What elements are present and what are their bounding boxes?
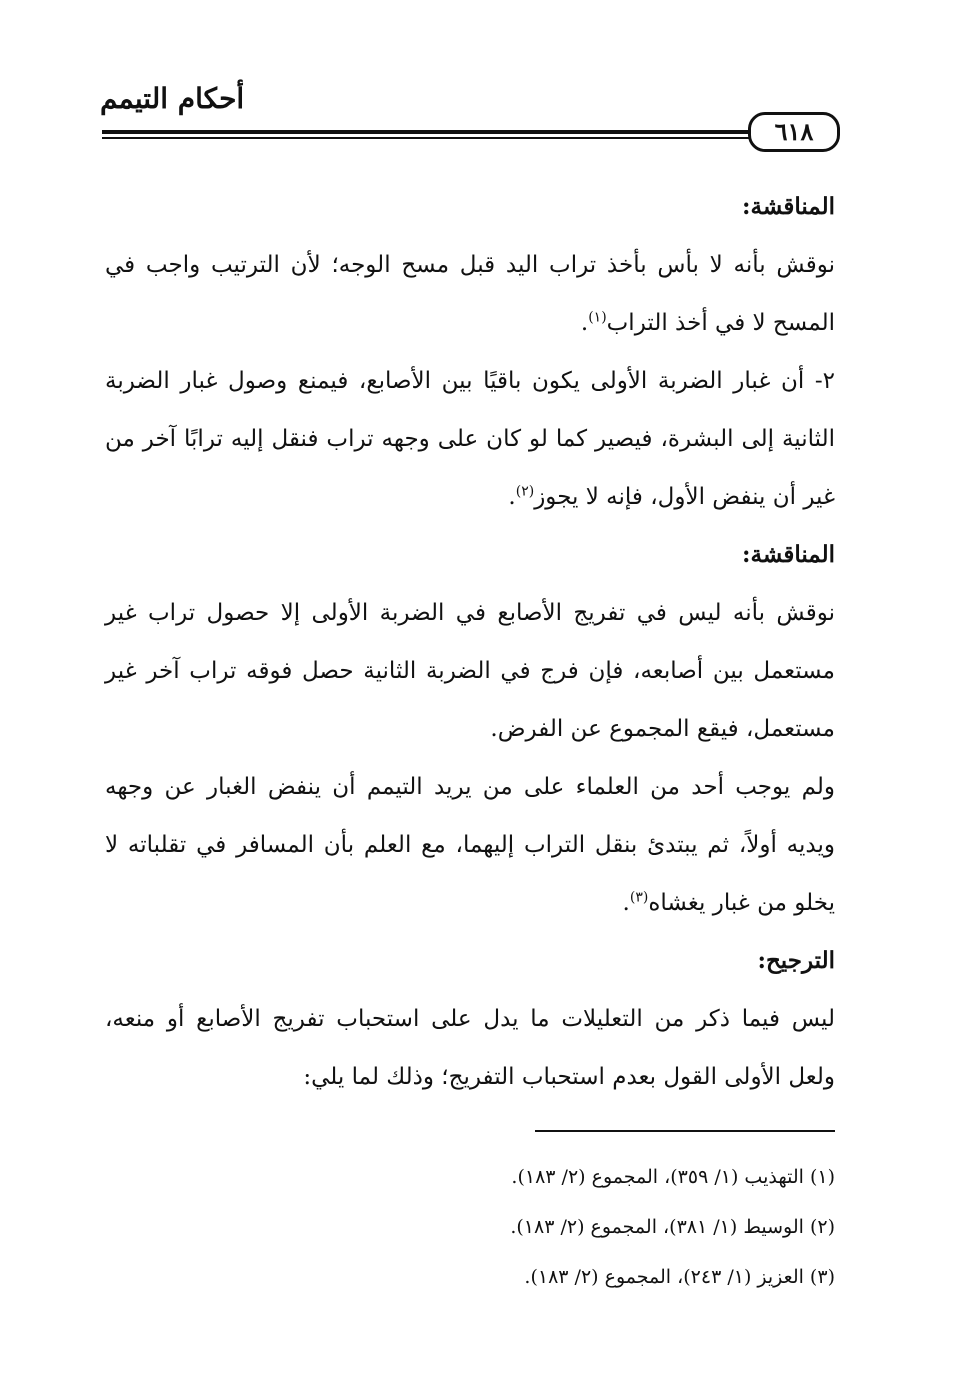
paragraph-2-text: ٢- أن غبار الضربة الأولى يكون باقيًا بين الأصابع، فيمنع وصول غبار الضربة الثانية إلى البشرة، فيصير كما لو كان على وجهه تراب فنقل إليه ترابًا آخر من غير أن ينفض الأول، فإنه لا يجوز bbox=[105, 368, 835, 510]
header-rule-thin bbox=[102, 137, 754, 139]
paragraph-4-end: . bbox=[622, 890, 630, 916]
footnote-ref-3: (٣) bbox=[629, 889, 649, 906]
footnote-2: (٢) الوسيط (١/ ٣٨١)، المجموع (٢/ ١٨٣). bbox=[510, 1216, 835, 1238]
footnote-ref-1: (١) bbox=[588, 309, 607, 326]
page-number: ٦١٨ bbox=[748, 112, 840, 152]
running-title bbox=[100, 82, 400, 122]
footnote-3: (٣) العزيز (١/ ٢٤٣)، المجموع (٢/ ١٨٣). bbox=[524, 1266, 835, 1288]
heading-preference: الترجيح: bbox=[757, 947, 835, 974]
footnote-separator bbox=[535, 1130, 835, 1132]
paragraph-4 bbox=[105, 758, 835, 932]
main-text bbox=[105, 178, 835, 1106]
paragraph-4-text: ولم يوجب أحد من العلماء على من يريد التيمم أن ينفض الغبار عن وجهه ويديه أولاً، ثم يبتدئ بنقل التراب إليهما، مع العلم بأن المسافر في تقلباته لا يخلو من غبار يغشاه bbox=[105, 774, 835, 916]
paragraph-5: ليس فيما ذكر من التعليلات ما يدل على استحباب تفريج الأصابع أو منعه، ولعل الأولى القول بعدم استحباب التفريج؛ وذلك لما يلي: bbox=[105, 1006, 835, 1090]
paragraph-2 bbox=[105, 352, 835, 526]
footnote-1: (١) التهذيب (١/ ٣٥٩)، المجموع (٢/ ١٨٣). bbox=[511, 1166, 835, 1188]
paragraph-1-end: . bbox=[580, 310, 589, 336]
heading-discussion-1: المناقشة: bbox=[742, 193, 835, 220]
paragraph-1 bbox=[105, 236, 835, 352]
footnote-ref-2: (٢) bbox=[515, 483, 535, 500]
footnotes bbox=[105, 1152, 835, 1302]
paragraph-1-text: نوقش بأنه لا بأس بأخذ تراب اليد قبل مسح الوجه؛ لأن الترتيب واجب في المسح لا في أخذ التراب bbox=[105, 252, 835, 336]
running-title-text: أحكام التيمم bbox=[100, 82, 245, 115]
header-rule-thick bbox=[102, 130, 754, 134]
paragraph-3: نوقش بأنه ليس في تفريج الأصابع في الضربة الأولى إلا حصول تراب غير مستعمل بين أصابعه، فإن فرج في الضربة الثانية حصل فوقه تراب آخر غير مستعمل، فيقع المجموع عن الفرض. bbox=[105, 600, 835, 742]
paragraph-2-end: . bbox=[508, 484, 516, 510]
heading-discussion-2: المناقشة: bbox=[742, 541, 835, 568]
